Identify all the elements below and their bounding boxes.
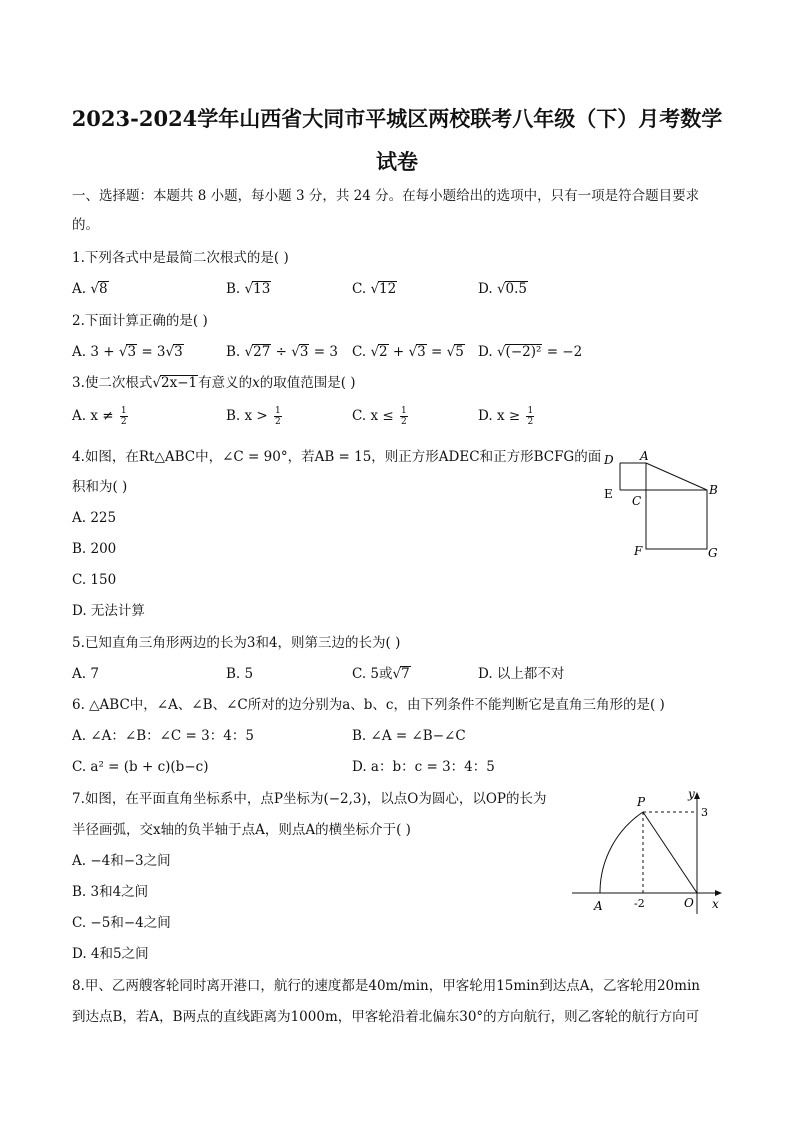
section-header: 一、选择题：本题共 8 小题，每小题 3 分，共 24 分。在每小题给出的选项中，只有一项是符合题目要求 bbox=[72, 188, 700, 204]
q5-option-b: B. 5 bbox=[226, 666, 254, 682]
q4-label-g: G bbox=[708, 546, 718, 560]
q7-stem-line1: 7.如图，在平面直角坐标系中，点P坐标为(−2,3)，以点O为圆心，以OP的长为 bbox=[72, 791, 547, 807]
q6-option-d: D. a：b：c = 3：4：5 bbox=[352, 759, 495, 775]
q7-label-3: 3 bbox=[701, 806, 708, 819]
q5-option-d: D. 以上都不对 bbox=[478, 666, 565, 682]
q6-stem: 6. △ABC中，∠A、∠B、∠C所对的边分别为a、b、c，由下列条件不能判断它是直角三角形的是( ) bbox=[72, 697, 665, 713]
q3-stem: 3.使二次根式√2x−1有意义的x的取值范围是( ) bbox=[72, 375, 356, 391]
q1-stem: 1.下列各式中是最简二次根式的是( ) bbox=[72, 250, 289, 266]
q2-option-b: B. √27 ÷ √3 = 3 bbox=[226, 344, 338, 360]
q3-option-d: D. x ≥ $\frac{1}{2}$ bbox=[478, 406, 534, 427]
q4-square-bcfg bbox=[646, 490, 707, 549]
q7-option-b: B. 3和4之间 bbox=[72, 884, 149, 900]
q6-option-b: B. ∠A = ∠B−∠C bbox=[352, 728, 466, 744]
q4-stem-line2: 积和为( ) bbox=[72, 479, 128, 495]
q6-option-c: C. a² = (b + c)(b−c) bbox=[72, 759, 209, 775]
q6-option-a: A. ∠A：∠B：∠C = 3：4：5 bbox=[72, 728, 254, 744]
q1-option-b: B. √13 bbox=[226, 281, 271, 297]
q7-stem-line2: 半径画弧，交x轴的负半轴于点A，则点A的横坐标介于( ) bbox=[72, 822, 411, 838]
section-header-cont: 的。 bbox=[72, 217, 99, 233]
q3-option-b: B. x > $\frac{1}{2}$ bbox=[226, 406, 281, 427]
q4-label-e: E bbox=[604, 487, 613, 501]
q4-stem-line1: 4.如图，在Rt△ABC中，∠C = 90°，若AB = 15，则正方形ADEC和正方形BCFG的面 bbox=[72, 449, 602, 465]
q4-option-c: C. 150 bbox=[72, 572, 117, 588]
q4-figure bbox=[596, 447, 726, 563]
q7-label-y: y bbox=[688, 787, 695, 801]
q8-stem-line2: 到达点B，若A，B两点的直线距离为1000m，甲客轮沿着北偏东30°的方向航行，则乙客轮的航行方向可 bbox=[72, 1009, 700, 1025]
q2-option-a: A. 3 + √3 = 3√3 bbox=[72, 344, 183, 360]
q7-label-p: P bbox=[637, 795, 646, 809]
q2-stem: 2.下面计算正确的是( ) bbox=[72, 313, 208, 329]
q5-stem: 5.已知直角三角形两边的长为3和4，则第三边的长为( ) bbox=[72, 635, 401, 651]
q1-option-d: D. √0.5 bbox=[478, 281, 528, 297]
q4-label-b: B bbox=[709, 483, 718, 497]
q7-option-c: C. −5和−4之间 bbox=[72, 915, 171, 931]
q4-label-d: D bbox=[604, 453, 614, 467]
q2-option-d: D. √(−2)² = −2 bbox=[478, 344, 583, 360]
exam-title-line2: 试卷 bbox=[376, 149, 418, 174]
exam-title-line1: 2023-2024学年山西省大同市平城区两校联考八年级（下）月考数学 bbox=[71, 106, 723, 131]
q7-figure bbox=[566, 786, 730, 918]
q5-option-a: A. 7 bbox=[72, 666, 99, 682]
q4-option-b: B. 200 bbox=[72, 541, 117, 557]
q1-option-c: C. √12 bbox=[352, 281, 397, 297]
q7-arc bbox=[600, 812, 643, 893]
q7-option-d: D. 4和5之间 bbox=[72, 946, 149, 962]
q2-option-c: C. √2 + √3 = √5 bbox=[352, 344, 464, 360]
q7-label-x: x bbox=[712, 897, 719, 911]
q4-option-d: D. 无法计算 bbox=[72, 603, 145, 619]
q4-option-a: A. 225 bbox=[72, 510, 117, 526]
q3-option-a: A. x ≠ $\frac{1}{2}$ bbox=[72, 406, 127, 427]
q7-option-a: A. −4和−3之间 bbox=[72, 853, 171, 869]
q4-label-c: C bbox=[632, 494, 642, 508]
q7-label-a: A bbox=[594, 899, 603, 913]
q7-label-o: O bbox=[684, 896, 694, 910]
q8-stem-line1: 8.甲、乙两艘客轮同时离开港口，航行的速度都是40m/min，甲客轮用15min到达点A，乙客轮用20min bbox=[72, 978, 700, 994]
q4-label-a: A bbox=[640, 449, 649, 463]
q1-option-a: A. √8 bbox=[72, 281, 108, 297]
q7-segment-op bbox=[643, 812, 697, 893]
q4-label-f: F bbox=[634, 544, 643, 558]
q7-label-minus2: -2 bbox=[634, 897, 645, 910]
q3-option-c: C. x ≤ $\frac{1}{2}$ bbox=[352, 406, 407, 427]
q5-option-c: C. 5或√7 bbox=[352, 666, 410, 682]
q4-hypotenuse-ab bbox=[646, 463, 707, 490]
